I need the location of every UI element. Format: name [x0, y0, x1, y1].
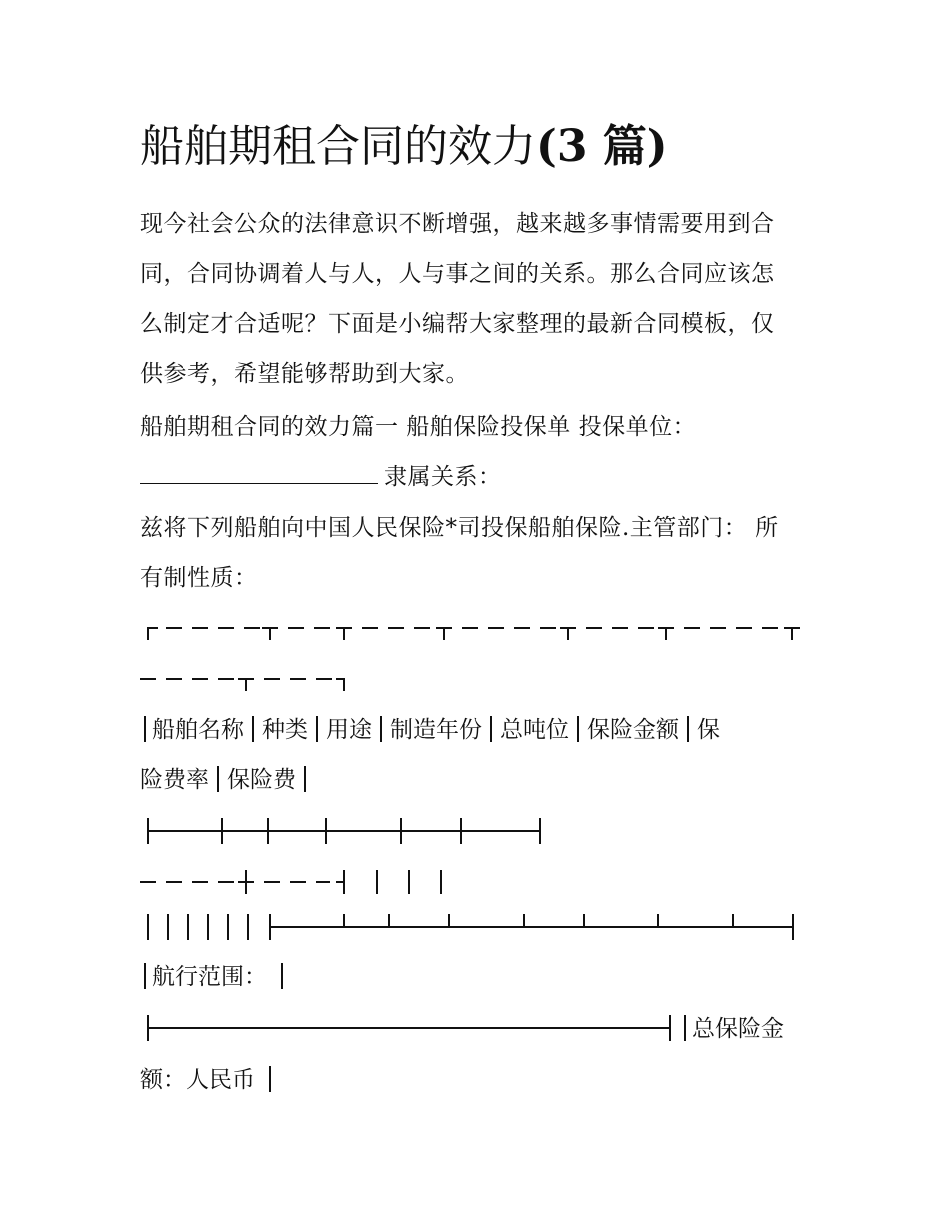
table-rule [281, 963, 283, 989]
table-header-cell: 保险金额 [587, 717, 679, 743]
title-suffix: (3 篇) [536, 121, 668, 172]
table-header-cell: 总吨位 [500, 717, 569, 743]
table-rule [252, 716, 254, 742]
top-border-tee [262, 628, 278, 640]
affiliation-line [140, 460, 502, 494]
row-divider [148, 1015, 670, 1041]
statement-line-1: 兹将下列船舶向中国人民保险*司投保船舶保险.主管部门： 所 [140, 515, 779, 541]
table-header-cell: 险费率 [140, 767, 209, 793]
top-border-corner [336, 679, 344, 691]
total-label: 总保险金 [692, 1016, 784, 1042]
statement-line-2: 有制性质： [140, 565, 258, 591]
table-rule [316, 716, 318, 742]
table-header-cell: 制造年份 [390, 717, 482, 743]
affiliation-label: 隶属关系： [384, 464, 502, 490]
intro-line-3: 么制定才合适呢？下面是小编帮大家整理的最新合同模板，仅 [140, 311, 775, 337]
navigation-label: 航行范围： [152, 964, 267, 990]
document-title [140, 112, 668, 182]
table-rule [577, 716, 579, 742]
table-rule [687, 716, 689, 742]
total-row-wrap [140, 1063, 279, 1097]
table-rule [684, 1015, 686, 1041]
intro-line-4: 供参考，希望能够帮助到大家。 [140, 361, 469, 387]
table-rule [304, 766, 306, 792]
top-border-tee [336, 628, 352, 640]
top-border-tee [658, 628, 674, 640]
table-rule [269, 1066, 271, 1092]
table-rule [490, 716, 492, 742]
total-label-wrap: 额：人民币 [140, 1067, 255, 1093]
top-border-tee [784, 628, 800, 640]
table-header-cell: 保险费 [227, 767, 296, 793]
table-rule [144, 716, 146, 742]
table-header-cell: 船舶名称 [152, 717, 244, 743]
top-border-corner [148, 628, 158, 640]
table-header-cell: 种类 [262, 717, 308, 743]
blank-field [140, 461, 378, 484]
table-header-row [140, 713, 720, 747]
table-rule [144, 963, 146, 989]
table-rule [217, 766, 219, 792]
section-1-heading: 船舶期租合同的效力篇一 船舶保险投保单 投保单位： [140, 414, 697, 440]
top-border-tee [436, 628, 452, 640]
row-divider [140, 870, 441, 894]
top-border-tee [238, 679, 254, 691]
intro-line-2: 同，合同协调着人与人，人与事之间的关系。那么合同应该怎 [140, 261, 775, 287]
row-divider [148, 818, 540, 844]
top-border-tee [560, 628, 576, 640]
table-rule [380, 716, 382, 742]
intro-line-1: 现今社会公众的法律意识不断增强，越来越多事情需要用到合 [140, 211, 775, 237]
table-header-row-wrap [140, 763, 314, 797]
table-header-cell: 用途 [326, 717, 372, 743]
navigation-row [140, 960, 291, 994]
title-main: 船舶期租合同的效力 [140, 121, 536, 172]
total-row [684, 1012, 784, 1046]
table-header-cell: 保 [697, 717, 720, 743]
row-divider [148, 914, 793, 940]
